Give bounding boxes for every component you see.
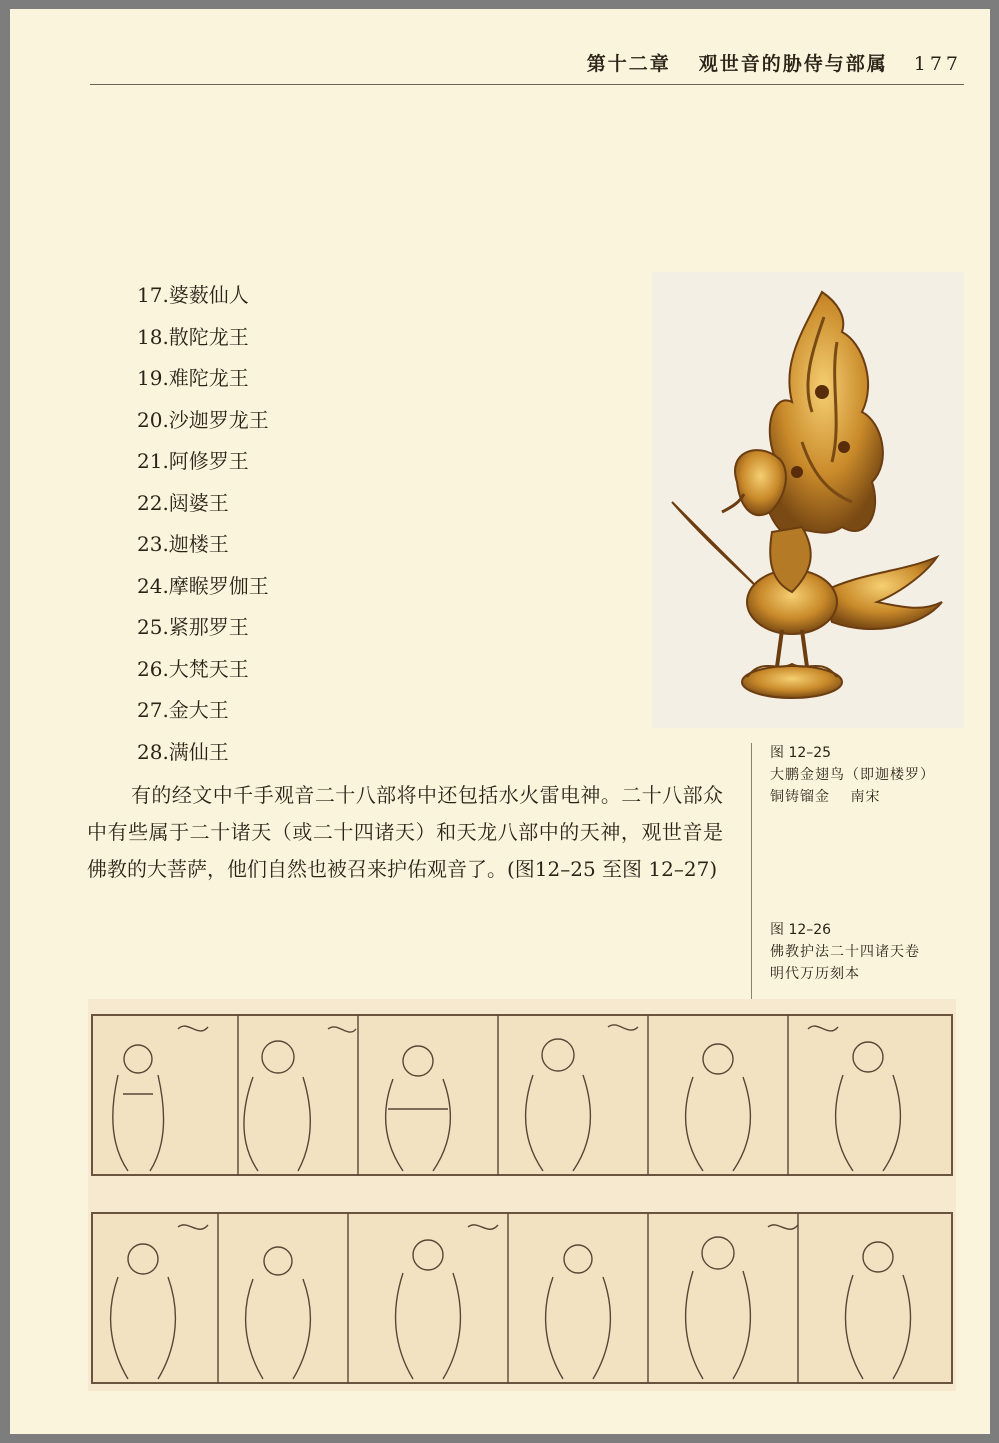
book-page [10, 9, 990, 1434]
list-item: 20.沙迦罗龙王 [137, 407, 269, 432]
body-paragraph: 有的经文中千手观音二十八部将中还包括水火雷电神。二十八部众中有些属于二十诸天（或二十四诸天）和天龙八部中的天神，观世音是佛教的大菩萨，他们自然也被召来护佑观音了。(图12–25 至图 12–27) [87, 783, 723, 881]
list-item: 19.难陀龙王 [137, 366, 249, 390]
chapter-label: 第十二章 [586, 53, 671, 75]
caption-line: 铜铸镏金 南宋 [770, 789, 881, 805]
caption-figure-12-26 [770, 919, 920, 985]
running-header [587, 49, 962, 76]
list-item: 17.婆薮仙人 [137, 283, 249, 307]
caption-line: 明代万历刻本 [770, 966, 860, 982]
caption-figure-12-25 [770, 742, 935, 808]
list-item: 21.阿修罗王 [137, 449, 249, 473]
caption-rule [751, 743, 752, 999]
deity-list [137, 275, 269, 773]
chapter-title: 观世音的胁侍与部属 [698, 53, 888, 75]
figure-number: 图 12–26 [770, 922, 832, 938]
list-item: 28.满仙王 [137, 739, 229, 764]
caption-line: 佛教护法二十四诸天卷 [770, 944, 920, 960]
list-item: 22.闼婆王 [137, 490, 229, 515]
list-item: 25.紧那罗王 [137, 615, 249, 639]
caption-line: 大鹏金翅鸟（即迦楼罗） [770, 767, 935, 783]
garuda-statue-photo [652, 272, 964, 728]
list-item: 18.散陀龙王 [137, 324, 249, 349]
woodblock-scroll-print [88, 999, 956, 1391]
figure-number: 图 12–25 [770, 745, 832, 761]
list-item: 27.金大王 [137, 698, 229, 722]
page-number: 177 [913, 53, 962, 75]
list-item: 26.大梵天王 [137, 656, 249, 681]
header-rule [90, 84, 964, 85]
list-item: 23.迦楼王 [137, 532, 229, 556]
list-item: 24.摩睺罗伽王 [137, 573, 269, 598]
